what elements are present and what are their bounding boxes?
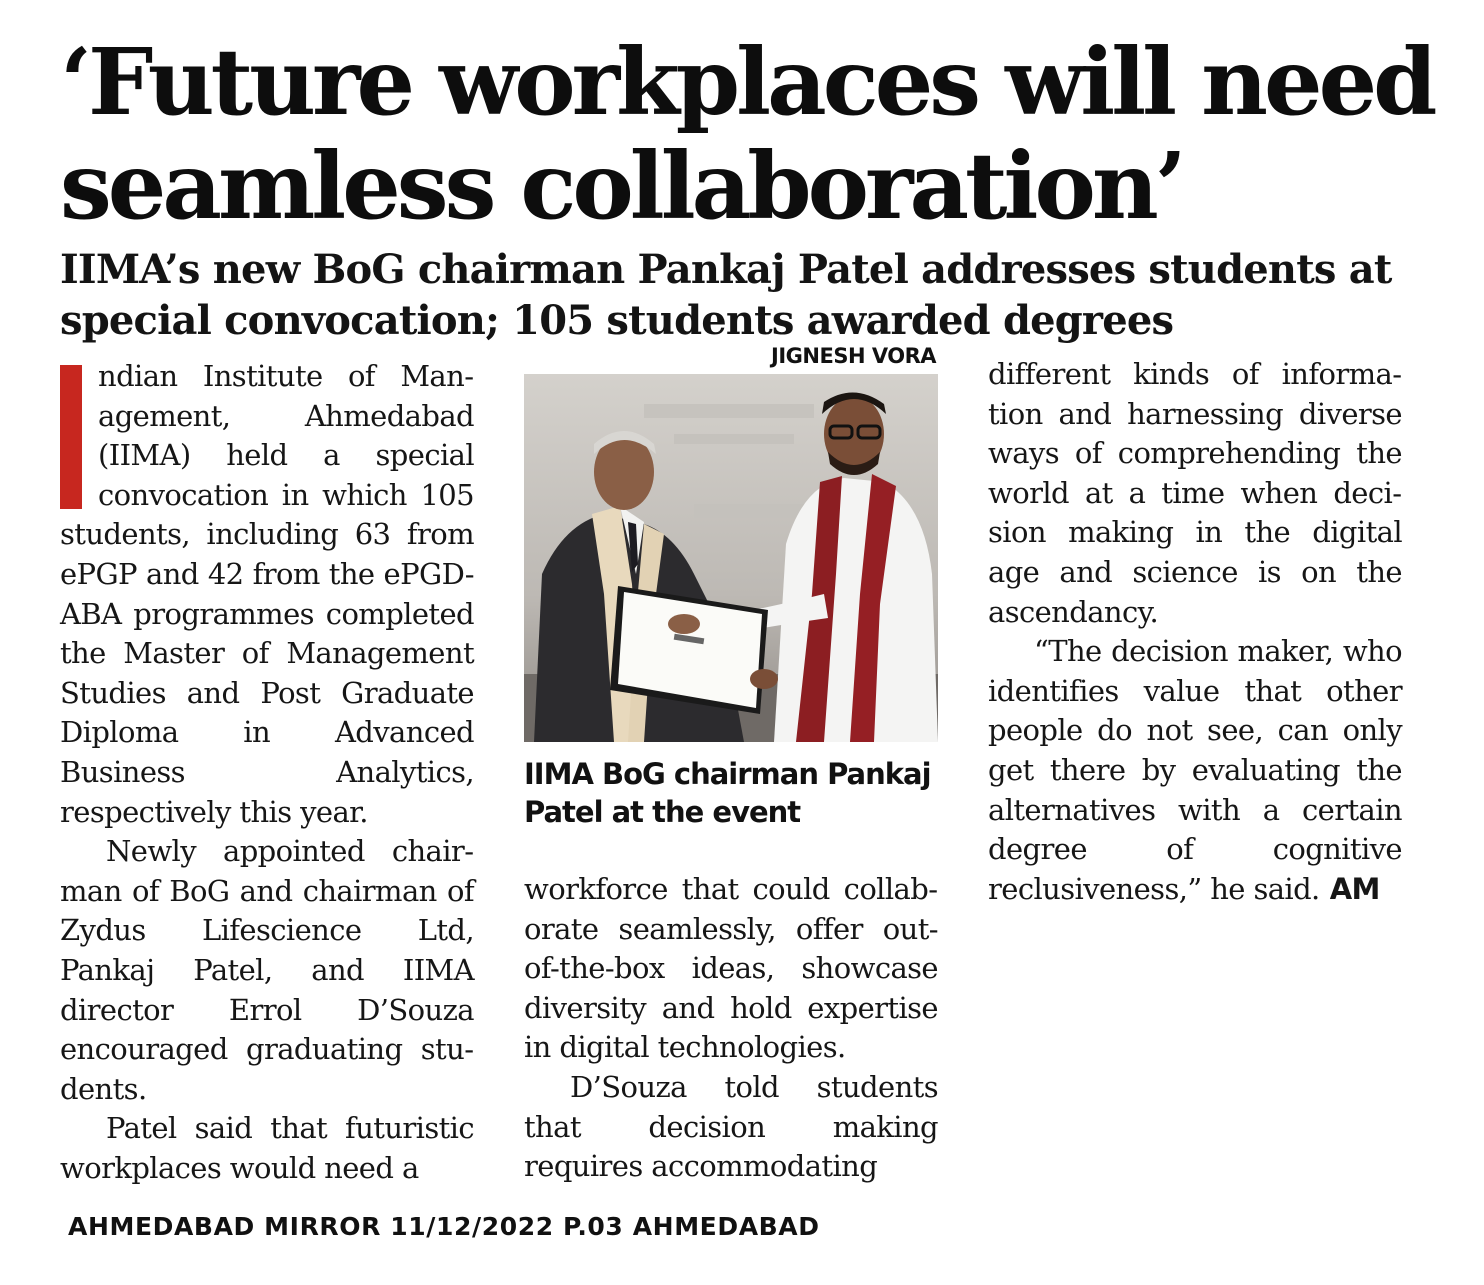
article-column-1 — [60, 357, 474, 1188]
dropcap-bar — [60, 365, 82, 509]
photo-credit: JIGNESH VORA — [771, 344, 936, 368]
article-column-2 — [524, 870, 938, 1187]
publication-footer: AHMEDABAD MIRROR 11/12/2022 P.03 AHMEDABAD — [68, 1212, 820, 1241]
headline: ‘Future workplaces will need seamless collaboration’ — [60, 28, 1434, 240]
photo-illustration — [524, 374, 938, 742]
article-paragraph — [60, 357, 474, 832]
paragraph-text: “The decision maker, who identifies value that other people do not see, can only get there by evaluating the alternatives with a certain degree of cognitive reclusiveness,” he said. — [988, 634, 1402, 906]
article-paragraph: Patel said that futuristic workplaces would need a — [60, 1111, 474, 1185]
subheadline: IIMA’s new BoG chairman Pankaj Patel addresses students at special convocation; 105 students awarded degrees — [60, 246, 1392, 344]
photo-caption: IIMA BoG chairman Pankaj Patel at the event — [524, 757, 931, 829]
author-signoff: AM — [1329, 871, 1380, 906]
article-column-3 — [988, 355, 1402, 909]
news-photo — [524, 374, 938, 742]
article-paragraph: different kinds of information and harnessing diverse ways of comprehending the world at a time when decision making in the digital age and science is on the ascendancy. — [988, 357, 1402, 629]
paragraph-text: ndian Institute of Management, Ahmedabad (IIMA) held a special convocation in which 105 students, including 63 from ePGP and 42 from the ePGD-ABA programmes completed the Master of Management Studies and Post Graduate Diploma in Advanced Business Analytics, respectively this year. — [60, 359, 474, 829]
article-paragraph: D’Souza told students that decision making requires accommodating — [524, 1069, 938, 1184]
article-paragraph: Newly appointed chairman of BoG and chairman of Zydus Lifescience Ltd, Pankaj Patel, and IIMA director Errol D’Souza encouraged graduating students. — [60, 834, 474, 1106]
article-paragraph — [988, 632, 1402, 909]
article-paragraph: workforce that could collaborate seamlessly, offer out-of-the-box ideas, showcase diversity and hold expertise in digital technologies. — [524, 872, 938, 1065]
